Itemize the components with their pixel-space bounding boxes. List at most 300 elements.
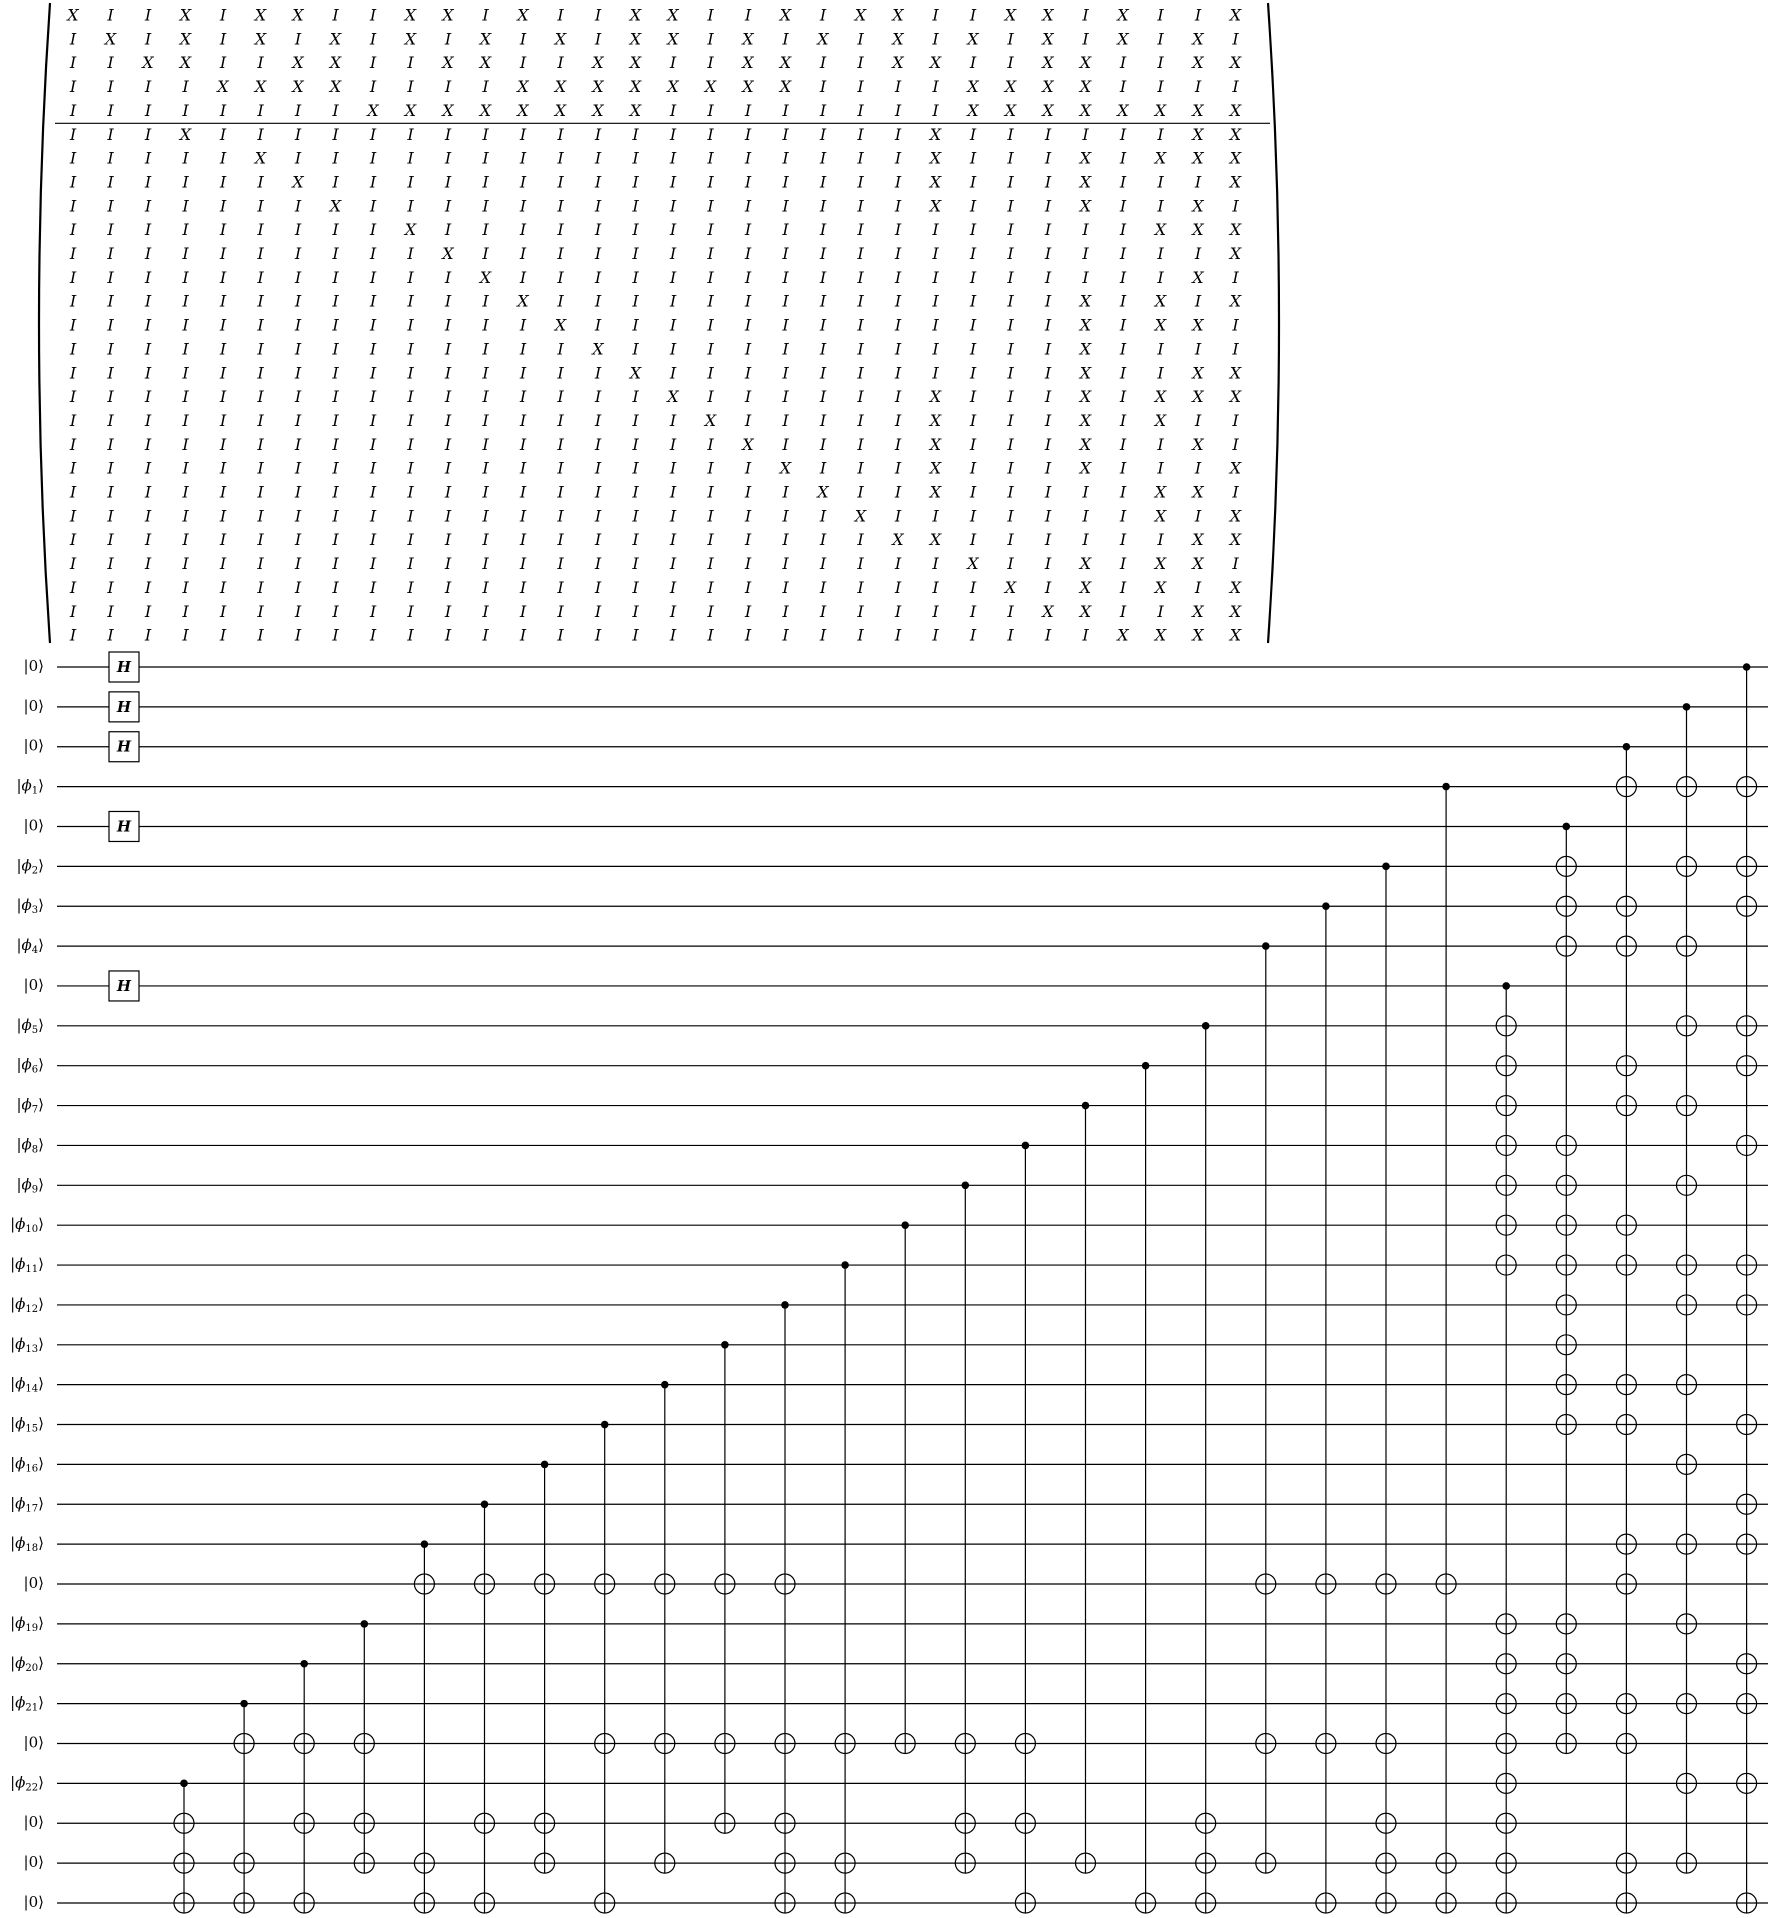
- matrix-entry: I: [819, 387, 827, 407]
- matrix-entry: I: [1232, 267, 1239, 287]
- matrix-entry: I: [69, 625, 77, 645]
- matrix-entry: I: [219, 29, 227, 49]
- cnot-target: [1616, 1893, 1636, 1913]
- matrix-entry: I: [219, 577, 227, 597]
- matrix-entry: I: [857, 220, 864, 240]
- qubit-label: $|\phi_{14}⟩$: [10, 1374, 44, 1395]
- matrix-entry: I: [369, 554, 377, 574]
- matrix-entry: X: [1192, 100, 1204, 120]
- matrix-entry: X: [929, 458, 942, 478]
- matrix-entry: I: [444, 124, 452, 144]
- matrix-entry: I: [219, 172, 227, 192]
- hadamard-gate: [109, 811, 139, 841]
- qubit-label: $|\phi_{22}⟩$: [10, 1773, 44, 1793]
- matrix-entry: I: [1007, 267, 1014, 287]
- matrix-entry: I: [894, 172, 902, 192]
- matrix-entry: I: [1232, 196, 1239, 216]
- matrix-entry: I: [369, 77, 377, 97]
- cnot-target: [1677, 1534, 1697, 1554]
- cnot-target: [1496, 1056, 1516, 1076]
- cnot-target: [1677, 1614, 1697, 1634]
- matrix-entry: I: [707, 601, 714, 621]
- matrix-entry: X: [1229, 53, 1242, 73]
- matrix-entry: I: [782, 410, 789, 430]
- matrix-entry: I: [444, 29, 452, 49]
- matrix-entry: I: [1119, 244, 1127, 263]
- matrix-entry: I: [1119, 434, 1127, 454]
- matrix-entry: I: [1044, 434, 1052, 454]
- qubit-label: $|\phi_3⟩$: [16, 896, 44, 916]
- matrix-entry: I: [744, 601, 752, 621]
- matrix-entry: I: [707, 220, 714, 240]
- matrix-entry: I: [219, 506, 227, 526]
- matrix-entry: X: [479, 53, 492, 73]
- matrix-entry: I: [969, 482, 977, 502]
- cnot-target: [955, 1733, 975, 1753]
- matrix-entry: I: [857, 363, 864, 383]
- matrix-entry: I: [69, 244, 77, 263]
- matrix-entry: I: [744, 530, 752, 550]
- matrix-entry: I: [857, 458, 864, 478]
- cnot-target: [1496, 1135, 1516, 1155]
- matrix-entry: X: [479, 29, 492, 49]
- matrix-entry: I: [144, 5, 152, 25]
- matrix-entry: X: [1192, 53, 1204, 73]
- matrix-entry: I: [219, 124, 227, 144]
- cnot-gate-group: [1256, 942, 1276, 1873]
- matrix-entry: I: [182, 220, 189, 240]
- matrix-entry: I: [557, 148, 564, 168]
- matrix-entry: I: [932, 77, 939, 97]
- matrix-entry: X: [179, 5, 192, 25]
- matrix-entry: I: [332, 530, 339, 550]
- control-dot: [541, 1461, 549, 1469]
- matrix-entry: I: [482, 339, 489, 359]
- matrix-entry: X: [442, 53, 454, 73]
- matrix-entry: I: [632, 220, 639, 240]
- matrix-entry: I: [1007, 625, 1014, 645]
- matrix-entry: I: [1119, 601, 1127, 621]
- control-dot: [1563, 823, 1571, 831]
- matrix-entry: I: [219, 315, 227, 335]
- control-dot: [1322, 902, 1330, 910]
- matrix-entry: I: [407, 363, 414, 383]
- matrix-entry: I: [1119, 506, 1127, 526]
- cnot-target: [1737, 1694, 1757, 1714]
- matrix-entry: X: [1154, 410, 1167, 430]
- matrix-entry: X: [1079, 196, 1092, 216]
- matrix-entry: I: [257, 410, 264, 430]
- matrix-entry: I: [1119, 77, 1127, 97]
- matrix-entry: I: [557, 53, 564, 73]
- matrix-entry: I: [1007, 554, 1014, 574]
- matrix-entry: I: [557, 410, 564, 430]
- matrix-entry: I: [894, 148, 902, 168]
- matrix-entry: I: [107, 601, 114, 621]
- matrix-entry: I: [519, 434, 527, 454]
- matrix-entry: I: [594, 506, 602, 526]
- matrix-entry: I: [1157, 601, 1164, 621]
- matrix-entry: I: [819, 244, 827, 263]
- cnot-target: [1677, 1375, 1697, 1395]
- matrix-entry: I: [219, 625, 227, 645]
- matrix-entry: I: [1194, 172, 1202, 192]
- cnot-gate-group: [354, 1620, 374, 1873]
- matrix-entry: I: [1119, 148, 1127, 168]
- matrix-entry: I: [444, 434, 452, 454]
- cnot-target: [595, 1733, 615, 1753]
- hadamard-label: H: [116, 697, 132, 716]
- matrix-entry: I: [257, 53, 264, 73]
- matrix-entry: X: [704, 77, 717, 97]
- cnot-target: [1737, 1056, 1757, 1076]
- matrix-entry: I: [969, 410, 977, 430]
- matrix-entry: I: [294, 100, 302, 120]
- matrix-entry: X: [292, 172, 304, 192]
- matrix-entry: I: [369, 124, 377, 144]
- matrix-entry: I: [294, 267, 302, 287]
- matrix-entry: I: [932, 315, 939, 335]
- matrix-entry: I: [107, 53, 114, 73]
- matrix-entry: X: [742, 434, 754, 454]
- matrix-entry: I: [332, 244, 339, 263]
- matrix-entry: I: [707, 172, 714, 192]
- matrix-entry: I: [669, 625, 677, 645]
- quantum-circuit: [10, 652, 1768, 1913]
- matrix-entry: X: [517, 5, 529, 25]
- control-dot: [841, 1261, 849, 1269]
- matrix-entry: I: [707, 148, 714, 168]
- matrix-entry: I: [632, 124, 639, 144]
- matrix-entry: I: [257, 220, 264, 240]
- cnot-target: [1616, 1215, 1636, 1235]
- matrix-entry: I: [107, 363, 114, 383]
- matrix-entry: I: [1119, 577, 1127, 597]
- cnot-target: [174, 1893, 194, 1913]
- matrix-entry: X: [892, 29, 904, 49]
- hadamard-label: H: [116, 737, 132, 756]
- matrix-entry: I: [444, 363, 452, 383]
- matrix-entry: I: [182, 267, 189, 287]
- matrix-entry: I: [519, 315, 527, 335]
- qubit-label: $|\phi_2⟩$: [16, 856, 44, 876]
- matrix-entry: I: [857, 601, 864, 621]
- matrix-entry: I: [932, 291, 939, 311]
- matrix-entry: X: [1192, 148, 1204, 168]
- matrix-entry: I: [707, 482, 714, 502]
- matrix-entry: I: [857, 196, 864, 216]
- control-dot: [1502, 982, 1510, 990]
- matrix-entry: X: [929, 530, 942, 550]
- matrix-entry: I: [557, 387, 564, 407]
- cnot-target: [1256, 1733, 1276, 1753]
- matrix-entry: I: [69, 29, 77, 49]
- matrix-entry: X: [1229, 601, 1242, 621]
- cnot-target: [1196, 1813, 1216, 1833]
- matrix-entry: I: [1082, 5, 1089, 25]
- matrix-entry: I: [632, 244, 639, 263]
- matrix-entry: I: [107, 244, 114, 263]
- matrix-entry: I: [519, 530, 527, 550]
- matrix-entry: I: [107, 458, 114, 478]
- matrix-entry: I: [444, 458, 452, 478]
- cnot-target: [414, 1853, 434, 1873]
- cnot-target: [1737, 777, 1757, 797]
- matrix-entry: I: [182, 100, 189, 120]
- matrix-entry: X: [1079, 458, 1092, 478]
- matrix-entry: I: [857, 434, 864, 454]
- cnot-gate-group: [595, 1421, 615, 1913]
- matrix-entry: I: [932, 625, 939, 645]
- matrix-entry: I: [69, 506, 77, 526]
- matrix-entry: X: [1079, 363, 1092, 383]
- matrix-entry: X: [779, 458, 792, 478]
- matrix-entry: X: [67, 5, 79, 25]
- matrix-entry: I: [444, 196, 452, 216]
- cnot-target: [715, 1574, 735, 1594]
- matrix-entry: I: [219, 100, 227, 120]
- matrix-entry: I: [744, 291, 752, 311]
- matrix-entry: X: [667, 77, 679, 97]
- matrix-entry: I: [69, 577, 77, 597]
- cnot-target: [535, 1813, 555, 1833]
- matrix-entry: I: [669, 530, 677, 550]
- matrix-entry: I: [594, 29, 602, 49]
- matrix-entry: I: [107, 196, 114, 216]
- cnot-target: [1677, 1016, 1697, 1036]
- matrix-entry: I: [857, 625, 864, 645]
- matrix-entry: I: [632, 267, 639, 287]
- matrix-entry: I: [257, 244, 264, 263]
- matrix-entry: I: [332, 100, 339, 120]
- cnot-target: [1136, 1893, 1156, 1913]
- matrix-entry: I: [144, 267, 152, 287]
- cnot-gate-group: [1076, 1102, 1096, 1873]
- cnot-target: [835, 1733, 855, 1753]
- matrix-entry: X: [1154, 482, 1167, 502]
- matrix-entry: I: [632, 601, 639, 621]
- matrix-entry: I: [857, 554, 864, 574]
- matrix-entry: I: [669, 291, 677, 311]
- matrix-entry: I: [669, 315, 677, 335]
- control-dot: [1142, 1062, 1150, 1070]
- matrix-entry: I: [294, 387, 302, 407]
- matrix-entry: X: [1229, 100, 1242, 120]
- cnot-target: [1556, 1694, 1576, 1714]
- matrix-entry: X: [817, 29, 829, 49]
- matrix-entry: I: [107, 172, 114, 192]
- matrix-entry: I: [669, 434, 677, 454]
- cnot-target: [1556, 1335, 1576, 1355]
- matrix-entry: I: [69, 601, 77, 621]
- matrix-entry: X: [629, 77, 642, 97]
- matrix-entry: I: [894, 601, 902, 621]
- matrix-entry: X: [217, 77, 229, 97]
- control-dot: [240, 1700, 248, 1708]
- matrix-entry: X: [554, 100, 567, 120]
- cnot-target: [1256, 1574, 1276, 1594]
- cnot-target: [1376, 1853, 1396, 1873]
- matrix-entry: I: [744, 220, 752, 240]
- cnot-target: [1677, 777, 1697, 797]
- matrix-entry: I: [707, 244, 714, 263]
- cnot-target: [1737, 856, 1757, 876]
- matrix-entry: I: [294, 291, 302, 311]
- matrix-entry: I: [632, 196, 639, 216]
- matrix-entry: I: [219, 482, 227, 502]
- matrix-entry: I: [1119, 363, 1127, 383]
- qubit-label: $|\phi_7⟩$: [16, 1095, 44, 1116]
- matrix-entry: I: [257, 315, 264, 335]
- matrix-entry: I: [369, 506, 377, 526]
- qubit-label: |0⟩: [23, 1813, 44, 1832]
- matrix-entry: I: [107, 482, 114, 502]
- matrix-entry: X: [517, 100, 529, 120]
- matrix-entry: I: [107, 220, 114, 240]
- matrix-entry: I: [219, 53, 227, 73]
- matrix-entry: I: [1044, 315, 1052, 335]
- matrix-entry: I: [632, 315, 639, 335]
- cnot-target: [1677, 1454, 1697, 1474]
- matrix-entry: I: [332, 554, 339, 574]
- matrix-entry: I: [182, 387, 189, 407]
- matrix-entry: X: [1192, 530, 1204, 550]
- matrix-entry: I: [707, 196, 714, 216]
- matrix-entry: I: [369, 148, 377, 168]
- matrix-entry: I: [369, 363, 377, 383]
- matrix-entry: X: [1042, 77, 1054, 97]
- cnot-target: [1677, 1694, 1697, 1714]
- matrix-entry: I: [219, 387, 227, 407]
- cnot-target: [1737, 1415, 1757, 1435]
- matrix-entry: X: [479, 267, 492, 287]
- matrix-entry: I: [1119, 172, 1127, 192]
- matrix-entry: I: [332, 363, 339, 383]
- matrix-entry: I: [669, 410, 677, 430]
- matrix-entry: I: [69, 196, 77, 216]
- qubit-label: $|\phi_{13}⟩$: [10, 1334, 44, 1355]
- matrix-entry: I: [144, 196, 152, 216]
- matrix-entry: X: [629, 100, 642, 120]
- matrix-entry: I: [144, 577, 152, 597]
- matrix-entry: I: [1007, 220, 1014, 240]
- matrix-entry: I: [369, 267, 377, 287]
- matrix-entry: X: [742, 77, 754, 97]
- matrix-entry: I: [857, 100, 864, 120]
- matrix-entry: X: [1117, 29, 1129, 49]
- cnot-target: [1677, 936, 1697, 956]
- matrix-entry: X: [1229, 577, 1242, 597]
- matrix-entry: I: [444, 339, 452, 359]
- matrix-entry: I: [519, 458, 527, 478]
- matrix-entry: I: [857, 410, 864, 430]
- matrix-entry: I: [407, 482, 414, 502]
- matrix-entry: I: [294, 601, 302, 621]
- matrix-entry: I: [294, 482, 302, 502]
- matrix-entry: I: [1119, 315, 1127, 335]
- matrix-entry: I: [182, 315, 189, 335]
- cnot-target: [1556, 1255, 1576, 1275]
- matrix-entry: X: [592, 339, 604, 359]
- matrix-entry: I: [932, 29, 939, 49]
- matrix-entry: I: [1119, 387, 1127, 407]
- matrix-entry: I: [744, 625, 752, 645]
- matrix-entry: I: [182, 244, 189, 263]
- control-dot: [361, 1620, 369, 1628]
- cnot-gate-group: [1015, 1142, 1035, 1913]
- matrix-entry: I: [707, 291, 714, 311]
- matrix-entry: I: [519, 267, 527, 287]
- matrix-entry: X: [892, 5, 904, 25]
- matrix-entry: X: [179, 53, 192, 73]
- control-dot: [1382, 863, 1390, 871]
- qubit-label: $|\phi_4⟩$: [16, 936, 44, 956]
- matrix-entry: I: [782, 100, 789, 120]
- cnot-target: [715, 1733, 735, 1753]
- cnot-target: [1376, 1574, 1396, 1594]
- matrix-entry: X: [1154, 315, 1167, 335]
- matrix-entry: I: [144, 124, 152, 144]
- matrix-entry: X: [1117, 100, 1129, 120]
- matrix-entry: I: [1007, 339, 1014, 359]
- matrix-entry: X: [1192, 625, 1204, 645]
- matrix-entry: I: [144, 148, 152, 168]
- matrix-entry: I: [407, 410, 414, 430]
- matrix-entry: X: [554, 29, 567, 49]
- matrix-entry: I: [594, 530, 602, 550]
- matrix-entry: I: [482, 148, 489, 168]
- matrix-entry: I: [857, 291, 864, 311]
- matrix-entry: X: [854, 5, 867, 25]
- matrix-entry: I: [594, 148, 602, 168]
- matrix-entry: I: [969, 458, 977, 478]
- matrix-entry: I: [182, 530, 189, 550]
- cnot-target: [1496, 1175, 1516, 1195]
- matrix-entry: I: [332, 124, 339, 144]
- matrix-entry: I: [782, 315, 789, 335]
- matrix-entry: X: [1079, 148, 1092, 168]
- matrix-entry: I: [482, 220, 489, 240]
- matrix-entry: I: [219, 5, 227, 25]
- matrix-entry: I: [1082, 124, 1089, 144]
- matrix-entry: I: [744, 458, 752, 478]
- matrix-entry: I: [894, 625, 902, 645]
- matrix-entry: I: [444, 482, 452, 502]
- matrix-entry: I: [1157, 434, 1164, 454]
- cnot-target: [1316, 1574, 1336, 1594]
- matrix-entry: I: [519, 363, 527, 383]
- matrix-entry: I: [1194, 410, 1202, 430]
- cnot-target: [835, 1893, 855, 1913]
- matrix-entry: X: [1229, 291, 1242, 311]
- cnot-target: [1556, 1654, 1576, 1674]
- cnot-target: [1015, 1893, 1035, 1913]
- matrix-entry: I: [1157, 172, 1164, 192]
- matrix-entry: I: [969, 339, 977, 359]
- matrix-entry: I: [69, 434, 77, 454]
- matrix-entry: I: [369, 220, 377, 240]
- matrix-entry: I: [1232, 554, 1239, 574]
- control-dot: [1743, 663, 1751, 671]
- matrix-entry: I: [519, 482, 527, 502]
- matrix-entry: I: [144, 172, 152, 192]
- matrix-entry: I: [744, 244, 752, 263]
- matrix-entry: I: [632, 577, 639, 597]
- matrix-entry: I: [669, 267, 677, 287]
- matrix-entry: X: [629, 53, 642, 73]
- matrix-entry: I: [107, 530, 114, 550]
- matrix-entry: X: [1192, 220, 1204, 240]
